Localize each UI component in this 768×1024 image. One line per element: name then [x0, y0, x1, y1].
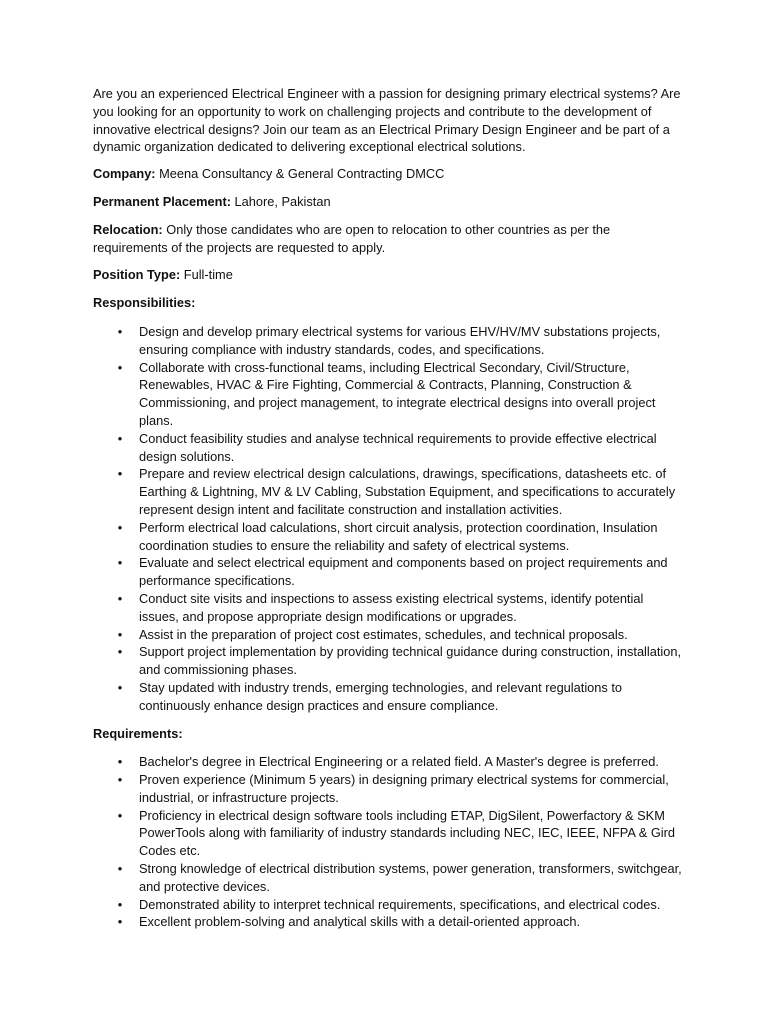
list-item-text: Prepare and review electrical design calculations, drawings, specifications, datasheets etc. of Earthing & Lightning, MV & LV Cabling, Substation Equipment, and specifications to accurately represent design intent and facilitate construction and installation activities. — [139, 466, 676, 517]
placement-label: Permanent Placement: — [93, 193, 231, 209]
bullet-icon: • — [117, 644, 123, 660]
bullet-icon: • — [117, 754, 123, 770]
list-item-text: Stay updated with industry trends, emerging technologies, and relevant regulations to continuously enhance design practices and ensure compliance. — [139, 679, 623, 713]
bullet-icon: • — [117, 626, 123, 642]
bullet-icon: • — [117, 555, 123, 571]
list-item-text: Evaluate and select electrical equipment and components based on project requirements and performance specifications. — [139, 555, 668, 589]
list-item — [93, 896, 683, 914]
list-item-text: Assist in the preparation of project cost estimates, schedules, and technical proposals. — [139, 626, 628, 642]
list-item — [93, 771, 683, 807]
list-item-text: Bachelor's degree in Electrical Engineering or a related field. A Master's degree is preferred. — [139, 754, 659, 770]
company-label: Company: — [93, 166, 156, 182]
requirements-list — [93, 753, 683, 931]
relocation-line — [93, 221, 683, 257]
bullet-icon: • — [117, 679, 123, 695]
list-item — [93, 465, 683, 518]
list-item-text: Collaborate with cross-functional teams, including Electrical Secondary, Civil/Structure, Renewables, HVAC & Fire Fighting, Commercial & Contracts, Planning, Construction & Commissioning, and project management, to integrate electrical designs into overall project plans. — [139, 359, 656, 428]
list-item-text: Strong knowledge of electrical distribution systems, power generation, transformers, switchgear, and protective devices. — [139, 861, 682, 894]
list-item — [93, 643, 683, 679]
list-item — [93, 590, 683, 626]
list-item — [93, 679, 683, 715]
bullet-icon: • — [117, 359, 123, 375]
list-item — [93, 323, 683, 359]
list-item — [93, 519, 683, 555]
list-item — [93, 860, 683, 896]
responsibilities-heading: Responsibilities: — [93, 295, 196, 311]
document-body — [93, 85, 683, 941]
responsibilities-list — [93, 323, 683, 715]
bullet-icon: • — [117, 430, 123, 446]
list-item — [93, 753, 683, 771]
bullet-icon: • — [117, 466, 123, 482]
position-label: Position Type: — [93, 267, 181, 283]
company-value: Meena Consultancy & General Contracting DMCC — [155, 166, 445, 182]
bullet-icon: • — [117, 896, 123, 912]
list-item-text: Perform electrical load calculations, short circuit analysis, protection coordination, Insulation coordination studies to ensure the reliability and safety of electrical systems. — [139, 519, 658, 553]
bullet-icon: • — [117, 590, 123, 606]
requirements-heading: Requirements: — [93, 725, 183, 741]
list-item-text: Conduct feasibility studies and analyse technical requirements to provide effective electrical design solutions. — [139, 430, 657, 464]
bullet-icon: • — [117, 914, 123, 930]
relocation-value: Only those candidates who are open to relocation to other countries as per the requirements of the projects are requested to apply. — [93, 221, 611, 255]
bullet-icon: • — [117, 807, 123, 823]
bullet-icon: • — [117, 861, 123, 877]
list-item-text: Proven experience (Minimum 5 years) in designing primary electrical systems for commercial, industrial, or infrastructure projects. — [139, 772, 669, 805]
position-line — [93, 266, 683, 284]
placement-line — [93, 193, 683, 211]
list-item — [93, 359, 683, 430]
list-item-text: Support project implementation by providing technical guidance during construction, installation, and commissioning phases. — [139, 644, 682, 678]
bullet-icon: • — [117, 519, 123, 535]
list-item-text: Excellent problem-solving and analytical skills with a detail-oriented approach. — [139, 914, 581, 930]
list-item-text: Proficiency in electrical design software tools including ETAP, DigSilent, Powerfactory & SKM PowerTools along with familiarity of industry standards including NEC, IEC, IEEE, NFPA & Gird Codes etc. — [139, 807, 676, 859]
relocation-label: Relocation: — [93, 221, 163, 237]
position-value: Full-time — [180, 267, 233, 283]
placement-value: Lahore, Pakistan — [230, 193, 331, 209]
list-item-text: Demonstrated ability to interpret technical requirements, specifications, and electrical codes. — [139, 896, 661, 912]
list-item — [93, 554, 683, 590]
list-item — [93, 626, 683, 644]
list-item-text: Design and develop primary electrical systems for various EHV/HV/MV substations projects, ensuring compliance with industry standards, codes, and specifications. — [139, 323, 661, 357]
list-item — [93, 430, 683, 466]
list-item — [93, 913, 683, 931]
company-line — [93, 165, 683, 183]
list-item-text: Conduct site visits and inspections to assess existing electrical systems, identify potential issues, and propose appropriate design modifications or upgrades. — [139, 590, 644, 624]
bullet-icon: • — [117, 772, 123, 788]
list-item — [93, 807, 683, 860]
bullet-icon: • — [117, 323, 123, 339]
intro-paragraph: Are you an experienced Electrical Engineer with a passion for designing primary electrical systems? Are you looking for an opportunity to work on challenging projects and contribute to the development of innovative electrical designs? Join our team as an Electrical Primary Design Engineer and be part of a dynamic organization dedicated to delivering exceptional electrical solutions. — [93, 86, 681, 155]
